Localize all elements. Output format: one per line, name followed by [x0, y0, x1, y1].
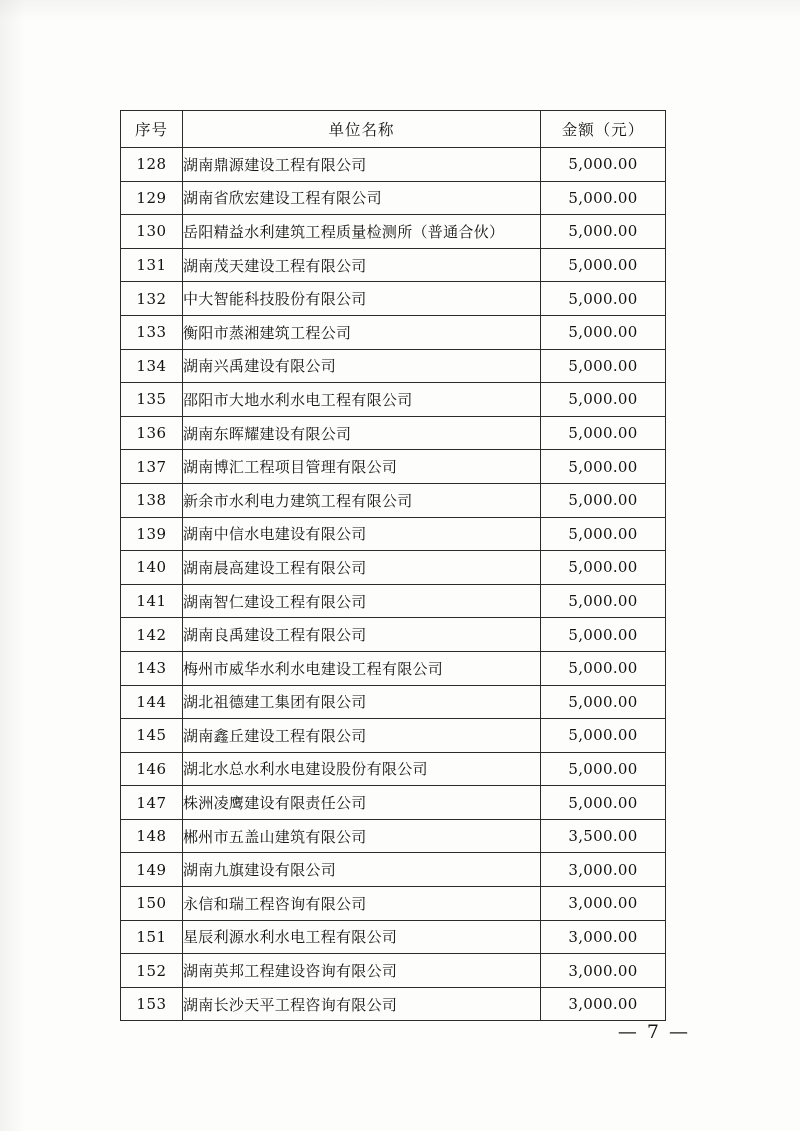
cell-serial-number: 130 — [121, 215, 183, 249]
cell-amount: 5,000.00 — [541, 148, 666, 182]
cell-amount: 5,000.00 — [541, 315, 666, 349]
table-row — [121, 920, 666, 954]
cell-company-name: 湖南英邦工程建设咨询有限公司 — [183, 954, 541, 988]
cell-amount: 5,000.00 — [541, 786, 666, 820]
cell-company-name: 郴州市五盖山建筑有限公司 — [183, 819, 541, 853]
table-row — [121, 349, 666, 383]
cell-serial-number: 150 — [121, 887, 183, 921]
table-row — [121, 282, 666, 316]
table-row — [121, 786, 666, 820]
cell-amount: 5,000.00 — [541, 248, 666, 282]
cell-serial-number: 149 — [121, 853, 183, 887]
cell-serial-number: 145 — [121, 719, 183, 753]
cell-company-name: 湖南长沙天平工程咨询有限公司 — [183, 987, 541, 1021]
cell-serial-number: 138 — [121, 483, 183, 517]
cell-serial-number: 148 — [121, 819, 183, 853]
cell-company-name: 湖南九旗建设有限公司 — [183, 853, 541, 887]
cell-serial-number: 137 — [121, 450, 183, 484]
cell-company-name: 湖南兴禹建设有限公司 — [183, 349, 541, 383]
cell-serial-number: 129 — [121, 181, 183, 215]
cell-company-name: 湖南鑫丘建设工程有限公司 — [183, 719, 541, 753]
cell-company-name: 中大智能科技股份有限公司 — [183, 282, 541, 316]
cell-company-name: 湖南中信水电建设有限公司 — [183, 517, 541, 551]
table-row — [121, 954, 666, 988]
table-row — [121, 987, 666, 1021]
cell-company-name: 湖南良禹建设工程有限公司 — [183, 618, 541, 652]
cell-company-name: 永信和瑞工程咨询有限公司 — [183, 887, 541, 921]
cell-serial-number: 142 — [121, 618, 183, 652]
table-row — [121, 416, 666, 450]
cell-amount: 5,000.00 — [541, 651, 666, 685]
cell-serial-number: 152 — [121, 954, 183, 988]
table-row — [121, 853, 666, 887]
cell-amount: 5,000.00 — [541, 483, 666, 517]
cell-company-name: 株洲凌鹰建设有限责任公司 — [183, 786, 541, 820]
cell-serial-number: 136 — [121, 416, 183, 450]
column-header-no: 序号 — [121, 111, 183, 148]
table-row — [121, 618, 666, 652]
table-row — [121, 651, 666, 685]
table-header — [121, 111, 666, 148]
cell-amount: 3,000.00 — [541, 987, 666, 1021]
cell-serial-number: 140 — [121, 551, 183, 585]
cell-serial-number: 151 — [121, 920, 183, 954]
cell-amount: 3,000.00 — [541, 887, 666, 921]
table-row — [121, 483, 666, 517]
cell-serial-number: 144 — [121, 685, 183, 719]
cell-amount: 3,500.00 — [541, 819, 666, 853]
table-body — [121, 148, 666, 1021]
cell-amount: 3,000.00 — [541, 853, 666, 887]
cell-serial-number: 135 — [121, 383, 183, 417]
cell-serial-number: 139 — [121, 517, 183, 551]
scan-edge-shadow-top — [0, 0, 800, 20]
cell-serial-number: 132 — [121, 282, 183, 316]
cell-amount: 3,000.00 — [541, 954, 666, 988]
cell-amount: 5,000.00 — [541, 719, 666, 753]
cell-amount: 5,000.00 — [541, 685, 666, 719]
table-row — [121, 215, 666, 249]
table-row — [121, 819, 666, 853]
table-row — [121, 248, 666, 282]
cell-serial-number: 141 — [121, 584, 183, 618]
cell-serial-number: 143 — [121, 651, 183, 685]
table-row — [121, 584, 666, 618]
cell-company-name: 梅州市威华水利水电建设工程有限公司 — [183, 651, 541, 685]
cell-amount: 5,000.00 — [541, 551, 666, 585]
column-header-name: 单位名称 — [183, 111, 541, 148]
column-header-amount: 金额（元） — [541, 111, 666, 148]
table-row — [121, 551, 666, 585]
cell-amount: 5,000.00 — [541, 752, 666, 786]
cell-amount: 3,000.00 — [541, 920, 666, 954]
cell-serial-number: 146 — [121, 752, 183, 786]
cell-serial-number: 134 — [121, 349, 183, 383]
cell-company-name: 邵阳市大地水利水电工程有限公司 — [183, 383, 541, 417]
cell-company-name: 湖南省欣宏建设工程有限公司 — [183, 181, 541, 215]
table-row — [121, 719, 666, 753]
cell-company-name: 衡阳市蒸湘建筑工程公司 — [183, 315, 541, 349]
cell-company-name: 湖南东晖耀建设有限公司 — [183, 416, 541, 450]
cell-amount: 5,000.00 — [541, 416, 666, 450]
cell-company-name: 星辰利源水利水电工程有限公司 — [183, 920, 541, 954]
page-number: — 7 — — [617, 1021, 690, 1043]
table-row — [121, 148, 666, 182]
cell-company-name: 湖南博汇工程项目管理有限公司 — [183, 450, 541, 484]
cell-company-name: 湖南鼎源建设工程有限公司 — [183, 148, 541, 182]
cell-serial-number: 131 — [121, 248, 183, 282]
table-row — [121, 383, 666, 417]
table-row — [121, 517, 666, 551]
cell-company-name: 新余市水利电力建筑工程有限公司 — [183, 483, 541, 517]
cell-amount: 5,000.00 — [541, 383, 666, 417]
cell-amount: 5,000.00 — [541, 349, 666, 383]
cell-company-name: 岳阳精益水利建筑工程质量检测所（普通合伙） — [183, 215, 541, 249]
table-row — [121, 315, 666, 349]
scan-edge-shadow-left — [0, 0, 26, 1131]
cell-serial-number: 147 — [121, 786, 183, 820]
cell-amount: 5,000.00 — [541, 282, 666, 316]
table-row — [121, 181, 666, 215]
table-header-row — [121, 111, 666, 148]
cell-company-name: 湖北水总水利水电建设股份有限公司 — [183, 752, 541, 786]
cell-company-name: 湖南茂天建设工程有限公司 — [183, 248, 541, 282]
table-row — [121, 450, 666, 484]
company-amount-table — [120, 110, 666, 1021]
cell-amount: 5,000.00 — [541, 181, 666, 215]
cell-company-name: 湖南智仁建设工程有限公司 — [183, 584, 541, 618]
table-row — [121, 685, 666, 719]
cell-amount: 5,000.00 — [541, 618, 666, 652]
cell-company-name: 湖北祖德建工集团有限公司 — [183, 685, 541, 719]
cell-amount: 5,000.00 — [541, 450, 666, 484]
cell-serial-number: 133 — [121, 315, 183, 349]
cell-amount: 5,000.00 — [541, 584, 666, 618]
cell-serial-number: 128 — [121, 148, 183, 182]
cell-amount: 5,000.00 — [541, 517, 666, 551]
table-row — [121, 887, 666, 921]
table-row — [121, 752, 666, 786]
cell-company-name: 湖南晨高建设工程有限公司 — [183, 551, 541, 585]
cell-amount: 5,000.00 — [541, 215, 666, 249]
cell-serial-number: 153 — [121, 987, 183, 1021]
